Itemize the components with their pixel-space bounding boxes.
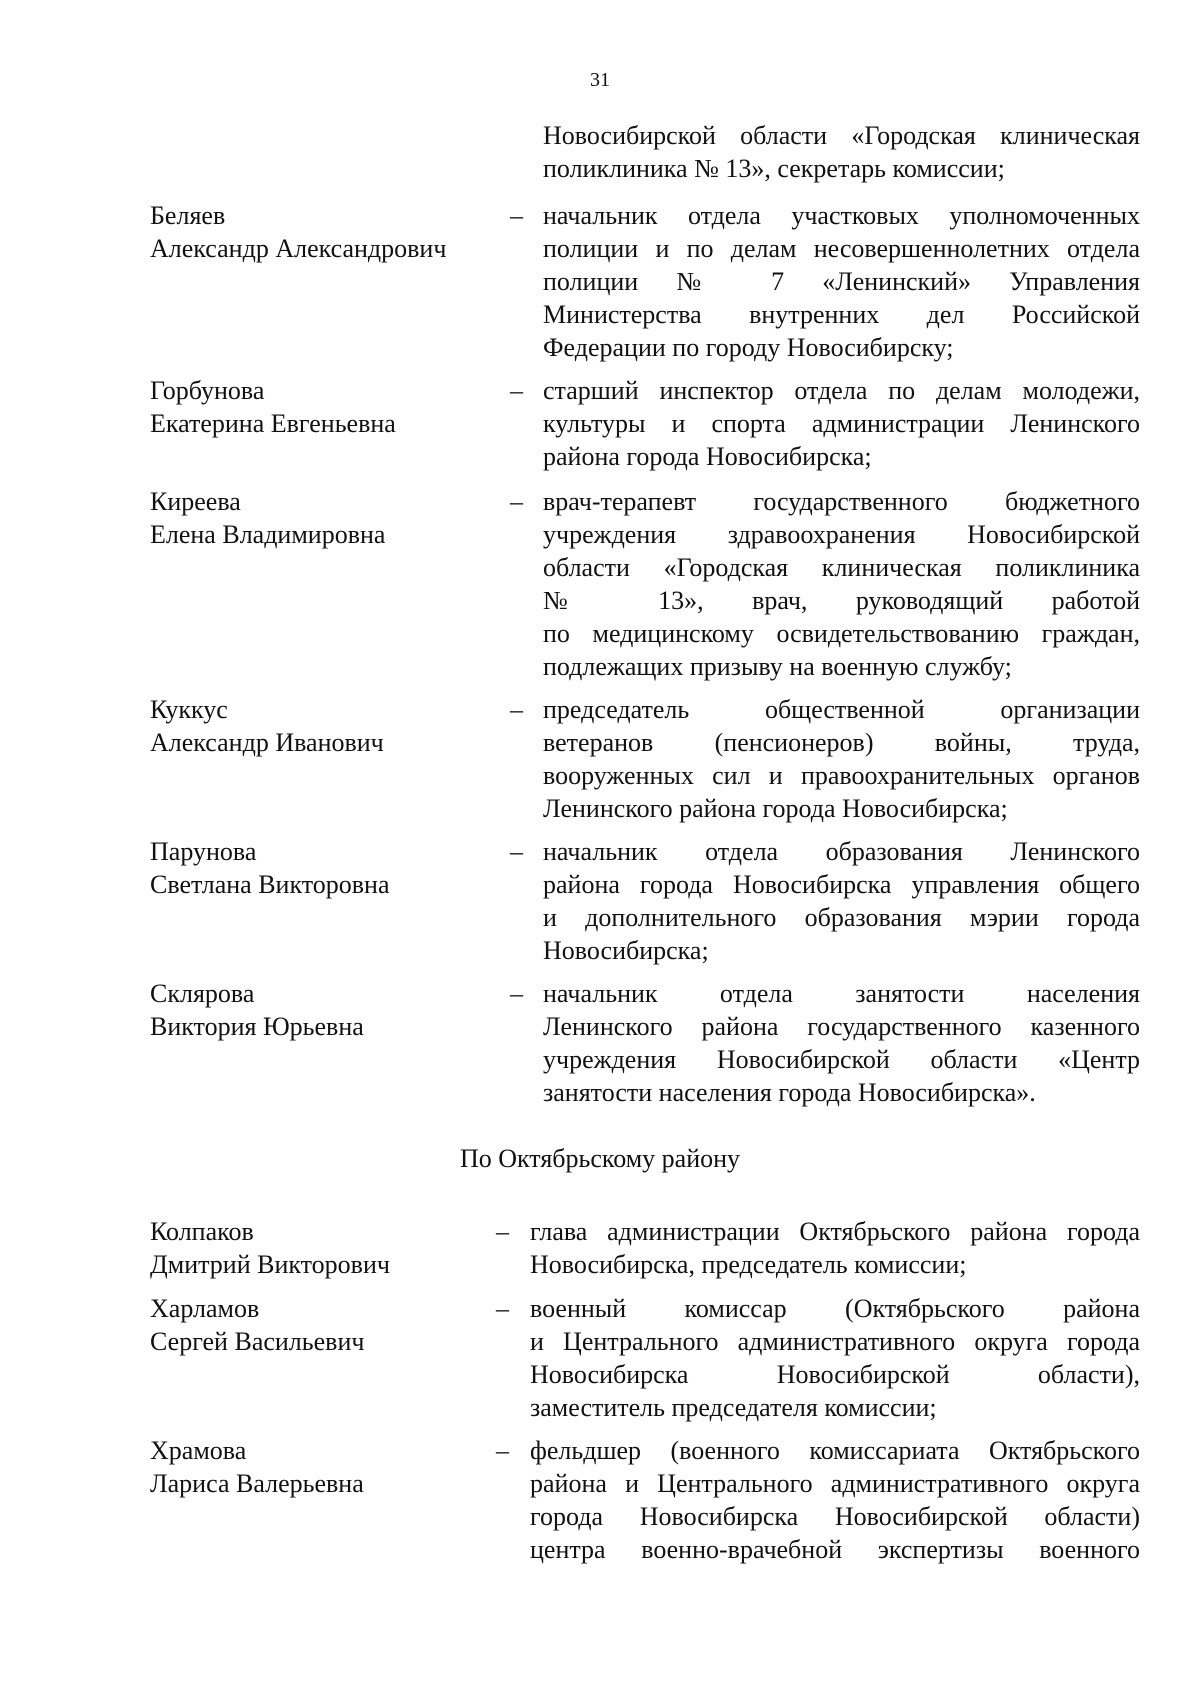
member-given-names: Дмитрий Викторович: [150, 1250, 390, 1279]
member-description: [530, 1215, 1140, 1281]
text-line: председатель общественной организации: [543, 695, 1140, 724]
member-surname: Куккус: [150, 695, 228, 724]
member-given-names: Александр Иванович: [150, 728, 384, 757]
text-line: глава администрации Октябрьского района города: [530, 1217, 1140, 1246]
text-line: центра военно-врачебной экспертизы военного: [530, 1535, 1140, 1564]
dash: –: [510, 695, 523, 724]
text-line: Ленинского района государственного казенного: [543, 1012, 1140, 1041]
member-name: [150, 374, 480, 440]
text-line: начальник отдела участковых уполномоченных: [543, 201, 1140, 230]
text-line: полиции № 7 «Ленинский» Управления: [543, 267, 1140, 296]
text-line: культуры и спорта администрации Ленинского: [543, 409, 1140, 438]
member-description: [543, 374, 1140, 473]
dash: –: [510, 979, 523, 1008]
text-line: вооруженных сил и правоохранительных органов: [543, 761, 1140, 790]
page-number: 31: [590, 69, 610, 91]
member-description: [543, 199, 1140, 364]
member-given-names: Виктория Юрьевна: [150, 1012, 364, 1041]
dash: –: [510, 201, 523, 230]
member-surname: Храмова: [150, 1436, 247, 1465]
text-line: города Новосибирска Новосибирской области): [530, 1502, 1140, 1531]
member-name: [150, 1292, 480, 1358]
member-surname: Парунова: [150, 837, 257, 866]
text-line: и Центрального административного округа города: [530, 1327, 1140, 1356]
member-surname: Горбунова: [150, 376, 265, 405]
text-line: Новосибирска Новосибирской области),: [530, 1360, 1140, 1389]
member-description: [530, 1434, 1140, 1566]
member-name: [150, 693, 480, 759]
member-surname: Колпаков: [150, 1217, 254, 1246]
text-line: начальник отдела образования Ленинского: [543, 837, 1140, 866]
member-given-names: Елена Владимировна: [150, 520, 386, 549]
text-line: старший инспектор отдела по делам молодежи,: [543, 376, 1140, 405]
text-line: Ленинского района города Новосибирска;: [543, 794, 1008, 823]
text-line: по медицинскому освидетельствованию граждан,: [543, 619, 1140, 648]
member-name: [150, 199, 480, 265]
member-name: [150, 485, 480, 551]
text-line: врач-терапевт государственного бюджетного: [543, 487, 1140, 516]
text-line: области «Городская клиническая поликлиника: [543, 553, 1140, 582]
text-line: и дополнительного образования мэрии города: [543, 903, 1140, 932]
text-line: Новосибирской области «Городская клиническая: [543, 121, 1140, 150]
text-line: полиции и по делам несовершеннолетних отдела: [543, 234, 1140, 263]
section-heading: По Октябрьскому району: [459, 1144, 741, 1173]
text-line: заместитель председателя комиссии;: [530, 1393, 937, 1422]
dash: –: [496, 1217, 509, 1246]
text-line: ветеранов (пенсионеров) войны, труда,: [543, 728, 1140, 757]
text-line: фельдшер (военного комиссариата Октябрьского: [530, 1436, 1140, 1465]
member-name: [150, 1434, 480, 1500]
member-surname: Харламов: [150, 1294, 260, 1323]
member-surname: Киреева: [150, 487, 241, 516]
text-line: учреждения здравоохранения Новосибирской: [543, 520, 1140, 549]
text-line: военный комиссар (Октябрьского района: [530, 1294, 1140, 1323]
text-line: подлежащих призыву на военную службу;: [543, 652, 1012, 681]
member-description: [543, 835, 1140, 967]
dash: –: [510, 487, 523, 516]
leading-description: [543, 119, 1140, 185]
member-given-names: Александр Александрович: [150, 234, 447, 263]
text-line: поликлиника № 13», секретарь комиссии;: [543, 154, 1005, 183]
member-description: [543, 977, 1140, 1109]
member-description: [543, 485, 1140, 683]
member-surname: Беляев: [150, 201, 226, 230]
member-surname: Склярова: [150, 979, 255, 1008]
text-line: начальник отдела занятости населения: [543, 979, 1140, 1008]
dash: –: [496, 1294, 509, 1323]
text-line: № 13», врач, руководящий работой: [543, 586, 1140, 615]
member-description: [543, 693, 1140, 825]
text-line: Новосибирска;: [543, 936, 709, 965]
dash: –: [510, 837, 523, 866]
text-line: Новосибирска, председатель комиссии;: [530, 1250, 967, 1279]
member-given-names: Светлана Викторовна: [150, 870, 390, 899]
member-given-names: Сергей Васильевич: [150, 1327, 365, 1356]
member-description: [530, 1292, 1140, 1424]
text-line: Федерации по городу Новосибирску;: [543, 333, 954, 362]
dash: –: [496, 1436, 509, 1465]
member-name: [150, 977, 480, 1043]
member-name: [150, 1215, 480, 1281]
text-line: района и Центрального административного округа: [530, 1469, 1140, 1498]
dash: –: [510, 376, 523, 405]
text-line: Министерства внутренних дел Российской: [543, 300, 1140, 329]
text-line: района города Новосибирска управления общего: [543, 870, 1140, 899]
member-name: [150, 835, 480, 901]
member-given-names: Лариса Валерьевна: [150, 1469, 364, 1498]
text-line: занятости населения города Новосибирска».: [543, 1078, 1036, 1107]
text-line: учреждения Новосибирской области «Центр: [543, 1045, 1140, 1074]
member-given-names: Екатерина Евгеньевна: [150, 409, 396, 438]
text-line: района города Новосибирска;: [543, 442, 872, 471]
